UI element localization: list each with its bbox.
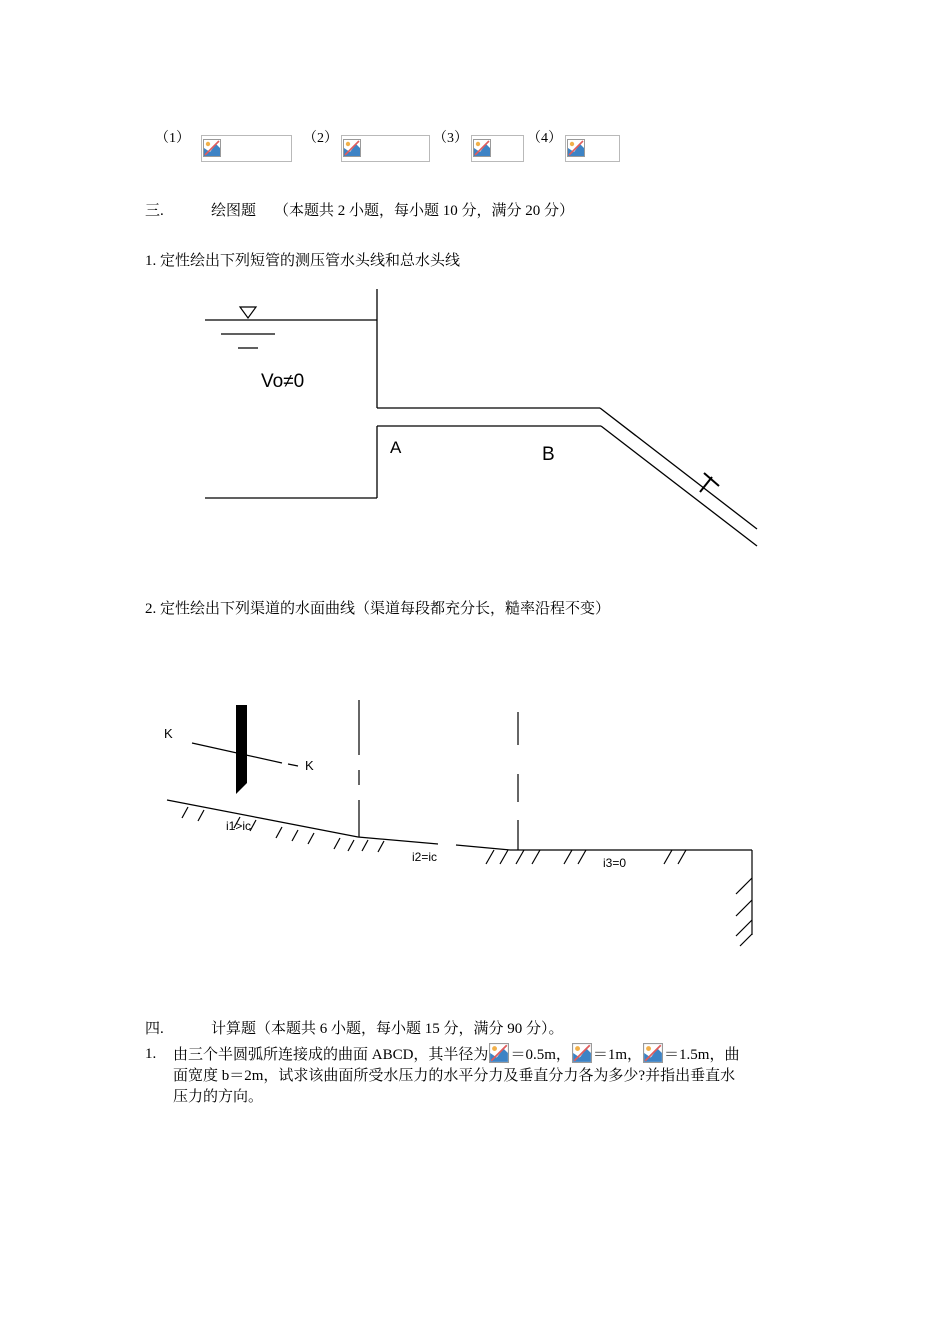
section3-number: 三. — [145, 203, 164, 219]
option-label-2: （2） — [303, 131, 338, 146]
radius-2: ＝1m， — [592, 1047, 643, 1063]
slope-2-label: i2=ic — [412, 850, 438, 864]
option-label-4: （4） — [527, 131, 562, 146]
velocity-label: Vo≠0 — [261, 371, 305, 392]
option-label-1: （1） — [155, 131, 190, 146]
broken-image-icon — [473, 139, 491, 157]
option-label-3: （3） — [433, 131, 468, 146]
slope-3-label: i3=0 — [603, 856, 627, 870]
k-label-left: K — [164, 726, 173, 741]
sluice-gate — [236, 705, 247, 794]
option-image-2 — [341, 135, 430, 162]
option-image-4 — [565, 135, 620, 162]
broken-image-icon — [572, 1043, 592, 1063]
calc-1-line-3: 压力的方向。 — [173, 1089, 264, 1105]
water-level-icon — [221, 307, 275, 348]
channel-diagram — [0, 690, 950, 970]
option-image-3 — [471, 135, 524, 162]
slope-1-label: i1>ic — [226, 819, 252, 833]
calc-1-text — [173, 1043, 813, 1108]
section3-description: （本题共 2 小题，每小题 10 分，满分 20 分） — [274, 203, 575, 219]
option-image-1 — [201, 135, 292, 162]
k-label-right: K — [305, 758, 314, 773]
section4-title: 计算题（本题共 6 小题，每小题 15 分，满分 90 分）。 — [211, 1021, 564, 1037]
section4-number: 四. — [145, 1021, 164, 1037]
broken-image-icon — [567, 139, 585, 157]
broken-image-icon — [203, 139, 221, 157]
broken-image-icon — [489, 1043, 509, 1063]
calc-1-line-1 — [173, 1043, 813, 1066]
calc-1-part1: 由三个半圆弧所连接成的曲面 ABCD，其半径为 — [173, 1047, 489, 1063]
calc-1-line-2: 面宽度 b＝2m，试求该曲面所受水压力的水平分力及垂直分力各为多少?并指出垂直水 — [173, 1068, 736, 1084]
broken-image-icon — [643, 1043, 663, 1063]
pipe-diagram — [0, 280, 950, 560]
question-2-text: 2. 定性绘出下列渠道的水面曲线（渠道每段都充分长，糙率沿程不变） — [145, 601, 611, 617]
point-a-label: A — [390, 438, 402, 457]
broken-image-icon — [343, 139, 361, 157]
point-b-label: B — [542, 444, 555, 465]
calc-1-number: 1. — [145, 1046, 157, 1062]
radius-3: ＝1.5m，曲 — [664, 1047, 740, 1063]
radius-1: ＝0.5m， — [510, 1047, 571, 1063]
question-1-text: 1. 定性绘出下列短管的测压管水头线和总水头线 — [145, 253, 461, 269]
section3-title: 绘图题 — [211, 203, 257, 219]
valve-icon — [700, 473, 719, 492]
